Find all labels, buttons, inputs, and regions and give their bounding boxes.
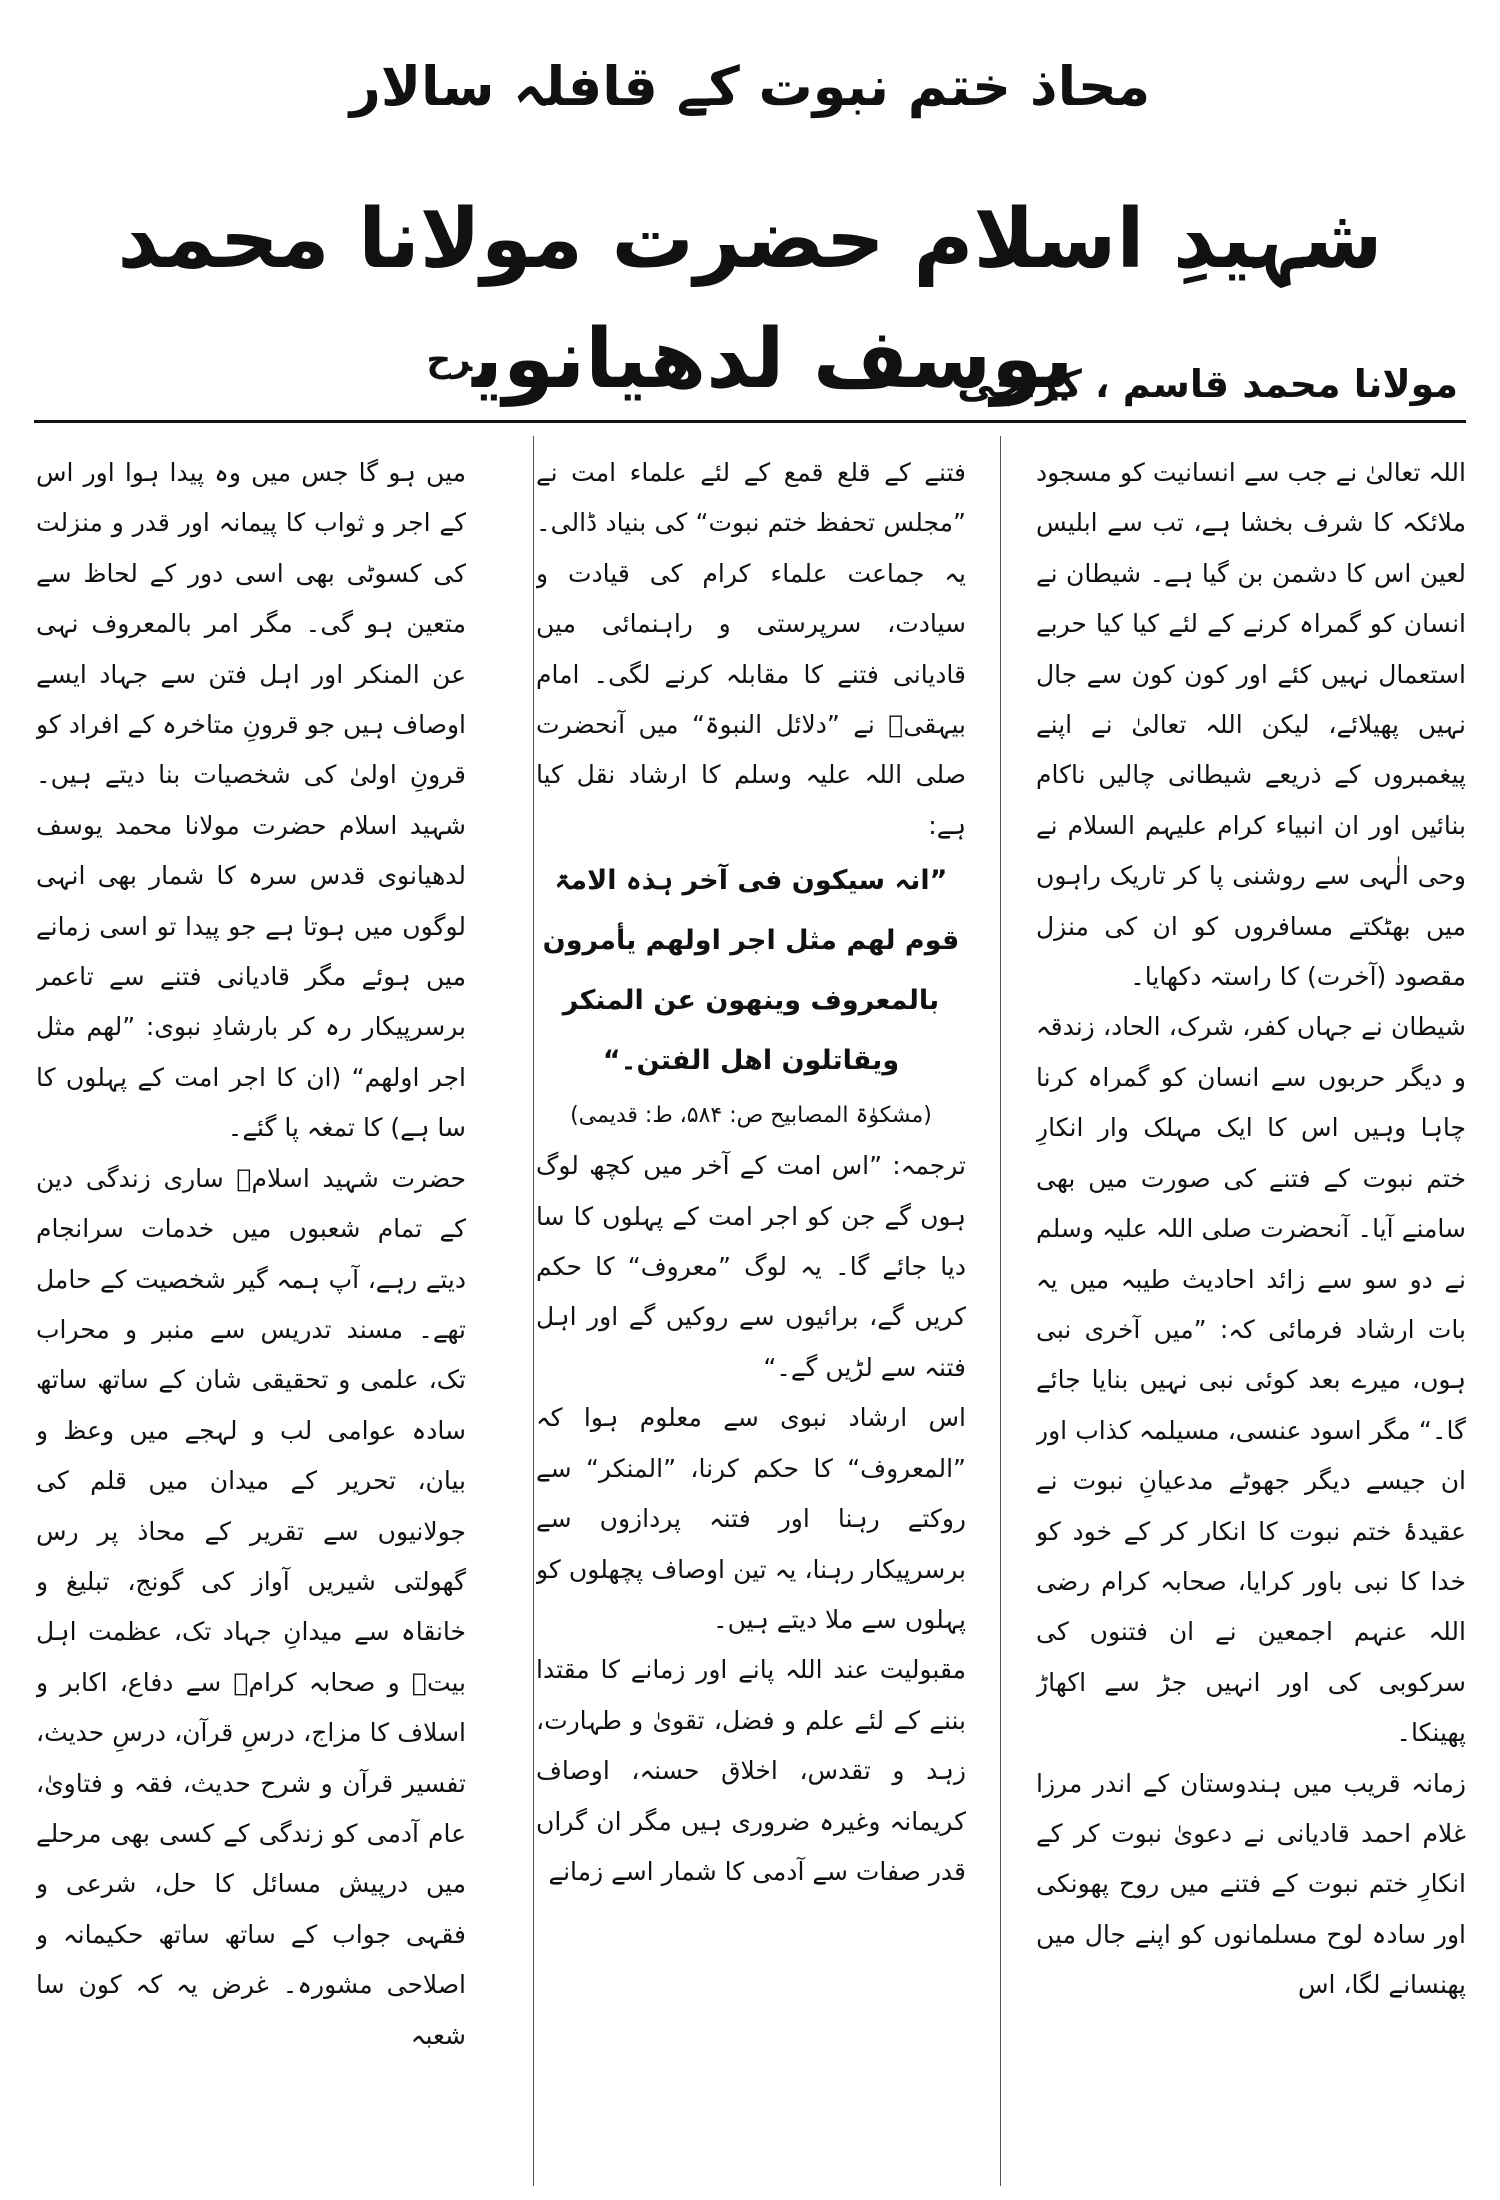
paragraph: مقبولیت عند اللہ پانے اور زمانے کا مقتدا بننے کے لئے علم و فضل، تقویٰ و طہارت، زہد و تقدس، اخلاق حسنہ، اوصاف کریمانہ وغیرہ ضروری ہیں مگر ان گراں قدر صفات سے آدمی کا شمار اسے زمانے <box>536 1655 966 1886</box>
paragraph: حضرت شہید اسلامؒ ساری زندگی دین کے تمام شعبوں میں خدمات سرانجام دیتے رہے، آپ ہمہ گیر شخصیت کے حامل تھے۔ مسند تدریس سے منبر و محراب تک، علمی و تحقیقی شان کے ساتھ ساتھ سادہ عوامی لب و لہجے میں وعظ و بیان، تحریر کے میدان میں قلم کی جولانیوں سے تقریر کے محاذ پر رس گھولتی شیریں آواز کی گونج، تبلیغ و خانقاہ سے میدانِ جہاد تک، عظمت اہل بیتؓ و صحابہ کرامؓ سے دفاع، اکابر و اسلاف کا مزاج، درسِ قرآن، درسِ حدیث، تفسیر قرآن و شرح حدیث، فقہ و فتاویٰ، عام آدمی کو زندگی کے کسی بھی مرحلے میں درپیش مسائل کا حل، شرعی و فقہی جواب کے ساتھ ساتھ حکیمانہ و اصلاحی مشورہ۔ غرض یہ کہ کون سا شعبہ <box>36 1163 466 2050</box>
headline-honorific: رح <box>426 340 473 380</box>
paragraph: اس ارشاد نبوی سے معلوم ہوا کہ ”المعروف“ کا حکم کرنا، ”المنکر“ سے روکتے رہنا اور فتنہ پردازوں سے برسرپیکار رہنا، یہ تین اوصاف پچھلوں کو پہلوں سے ملا دیتے ہیں۔ <box>536 1403 966 1634</box>
column-2 <box>536 448 966 2193</box>
paragraph: زمانہ قریب میں ہندوستان کے اندر مرزا غلام احمد قادیانی نے دعویٰ نبوت کر کے انکارِ ختم نبوت کے فتنے میں روح پھونکی اور سادہ لوح مسلمانوں کو اپنے جال میں پھنسانے لگا، اس <box>1036 1768 1466 2000</box>
byline: مولانا محمد قاسم ، کراچی <box>957 362 1458 406</box>
column-divider <box>1000 436 1001 2186</box>
quote-reference: (مشکوٰۃ المصابیح ص: ۵۸۴، ط: قدیمی) <box>570 1103 932 1129</box>
hadith-quote: ”انہ سیکون فی آخر ہذہ الامۃ قوم لھم مثل اجر اولھم یأمرون بالمعروف وینھون عن المنکر ویقاتلون اھل الفتن۔“ <box>542 865 960 1077</box>
paragraph: ترجمہ: ”اس امت کے آخر میں کچھ لوگ ہوں گے جن کو اجر امت کے پہلوں کا سا دیا جائے گا۔ یہ لوگ ”معروف“ کا حکم کریں گے، برائیوں سے روکیں گے اور اہل فتنہ سے لڑیں گے۔“ <box>536 1151 966 1382</box>
kicker-heading: محاذ ختم نبوت کے قافلہ سالار <box>349 55 1151 118</box>
header-rule <box>34 420 1466 423</box>
paragraph: اللہ تعالیٰ نے جب سے انسانیت کو مسجود ملائکہ کا شرف بخشا ہے، تب سے ابلیس لعین اس کا دشمن بن گیا ہے۔ شیطان نے انسان کو گمراہ کرنے کے لئے کیا کیا حربے استعمال نہیں کئے اور کون کون سے جال نہیں پھیلائے، لیکن اللہ تعالیٰ نے اپنے پیغمبروں کے ذریعے شیطانی چالیں ناکام بنائیں اور ان انبیاء کرام علیہم السلام نے وحی الٰہی سے روشنی پا کر تاریک راہوں میں بھٹکتے مسافروں کو ان کی منزل مقصود (آخرت) کا راستہ دکھایا۔ <box>1036 458 1466 992</box>
column-1 <box>1036 448 1466 2193</box>
paragraph: فتنے کے قلع قمع کے لئے علماء امت نے ”مجلس تحفظ ختم نبوت“ کی بنیاد ڈالی۔ یہ جماعت علماء کرام کی قیادت و سیادت، سرپرستی و راہنمائی میں قادیانی فتنے کا مقابلہ کرنے لگی۔ امام بیہقیؒ نے ”دلائل النبوۃ“ میں آنحضرت صلی اللہ علیہ وسلم کا ارشاد نقل کیا ہے: <box>536 458 966 840</box>
column-3 <box>36 448 466 2193</box>
headline-text: شہیدِ اسلام حضرت مولانا محمد یوسف لدھیانوی <box>117 192 1383 407</box>
column-divider <box>533 436 534 2186</box>
paragraph: میں ہو گا جس میں وہ پیدا ہوا اور اس کے اجر و ثواب کا پیمانہ اور قدر و منزلت کی کسوٹی بھی اسی دور کے لحاظ سے متعین ہو گی۔ مگر امر بالمعروف نہی عن المنکر اور اہل فتن سے جہاد ایسے اوصاف ہیں جو قرونِ متاخرہ کے افراد کو قرونِ اولیٰ کی شخصیات بنا دیتے ہیں۔ شہید اسلام حضرت مولانا محمد یوسف لدھیانوی قدس سرہ کا شمار بھی انہی لوگوں میں ہوتا ہے جو پیدا تو اسی زمانے میں ہوئے مگر قادیانی فتنے سے تاعمر برسرپیکار رہ کر بارشادِ نبوی: ”لھم مثل اجر اولھم“ (ان کا اجر امت کے پہلوں کا سا ہے) کا تمغہ پا گئے۔ <box>36 458 466 1143</box>
paragraph: شیطان نے جہاں کفر، شرک، الحاد، زندقہ و دیگر حربوں سے انسان کو گمراہ کرنا چاہا وہیں اس کا ایک مہلک وار انکارِ ختم نبوت کے فتنے کی صورت میں بھی سامنے آیا۔ آنحضرت صلی اللہ علیہ وسلم نے دو سو سے زائد احادیث طیبہ میں یہ بات ارشاد فرمائی کہ: ”میں آخری نبی ہوں، میرے بعد کوئی نبی نہیں بنایا جائے گا۔“ مگر اسود عنسی، مسیلمہ کذاب اور ان جیسے دیگر جھوٹے مدعیانِ نبوت نے عقیدۂ ختم نبوت کا انکار کر کے خود کو خدا کا نبی باور کرایا، صحابہ کرام رضی اللہ عنہم اجمعین نے ان فتنوں کی سرکوبی کی اور انہیں جڑ سے اکھاڑ پھینکا۔ <box>1036 1012 1466 1748</box>
